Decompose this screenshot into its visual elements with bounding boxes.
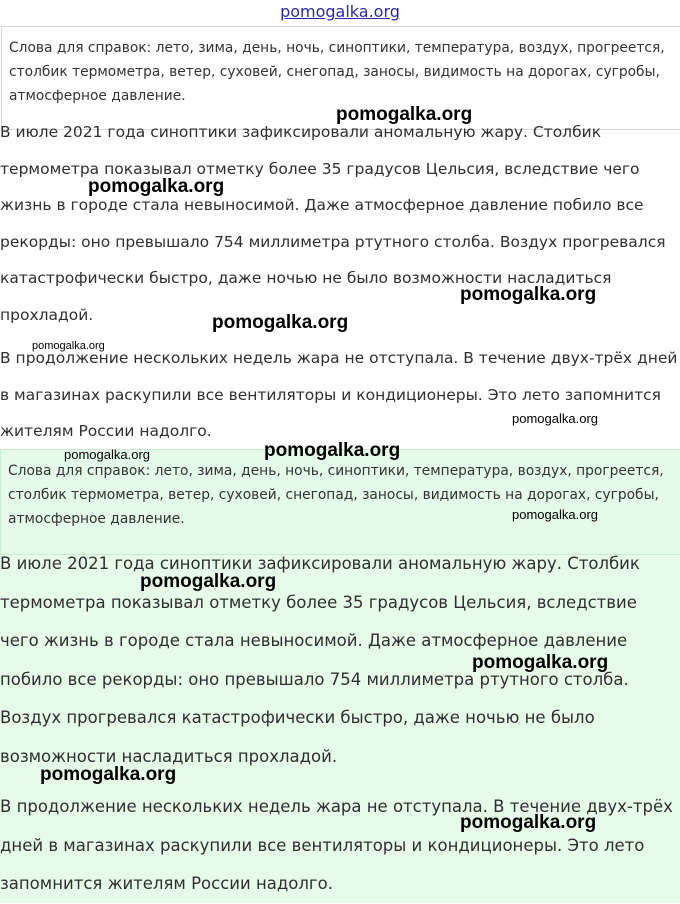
watermark: pomogalka.org [460,284,597,305]
watermark: pomogalka.org [472,652,609,673]
hint-box-green [0,449,680,555]
watermark: pomogalka.org [40,764,177,785]
paragraph-1: В июле 2021 года синоптики зафиксировали аномальную жару. Столбик термометра показывал отметку более 35 градусов Цельсия, вследствие чего жизнь в городе стала невыносимой. Даже атмосферное давление побило все рекорды: оно превышало 754 миллиметра ртутного столба. Воздух прогревался катастрофически быстро, даже ночью не было возможности насладиться прохладой. [0,123,666,324]
watermark: pomogalka.org [64,447,150,462]
watermark: pomogalka.org [32,340,105,352]
paragraph-2: В продолжение нескольких недель жара не отступала. В течение двух-трёх дней в магазинах раскупили все вентиляторы и кондиционеры. Это лето запомнится жителям России надолго. [0,349,678,440]
watermark: pomogalka.org [512,507,598,522]
hint-text-green: Слова для справок: лето, зима, день, ночь, синоптики, температура, воздух, прогреется, столбик термометра, ветер, суховей, снегопад, заносы, видимость на дорогах, сугробы, атмосферное давление. [8,463,664,527]
watermark: pomogalka.org [460,812,597,833]
hint-text: Слова для справок: лето, зима, день, ночь, синоптики, температура, воздух, прогреется, столбик термометра, ветер, суховей, снегопад, заносы, видимость на дорогах, сугробы, атмосферное давление. [9,40,665,104]
paragraph-3: В июле 2021 года синоптики зафиксировали аномальную жару. Столбик термометра показывал отметку более 35 градусов Цельсия, вследствие чего жизнь в городе стала невыносимой. Даже атмосферное давление побило все рекорды: оно превышало 754 миллиметра ртутного столба. Воздух прогревался катастрофически быстро, даже ночью не было возможности насладиться прохладой. [0,554,640,766]
watermark: pomogalka.org [212,312,349,333]
watermark: pomogalka.org [88,176,225,197]
watermark: pomogalka.org [336,104,473,125]
site-link[interactable]: pomogalka.org [280,2,400,21]
paragraph-4: В продолжение нескольких недель жара не отступала. В течение двух-трёх дней в магазинах раскупили все вентиляторы и кондиционеры. Это лето запомнится жителям России надолго. [0,797,673,893]
watermark: pomogalka.org [140,571,277,592]
watermark: pomogalka.org [264,440,401,461]
watermark: pomogalka.org [512,411,598,426]
